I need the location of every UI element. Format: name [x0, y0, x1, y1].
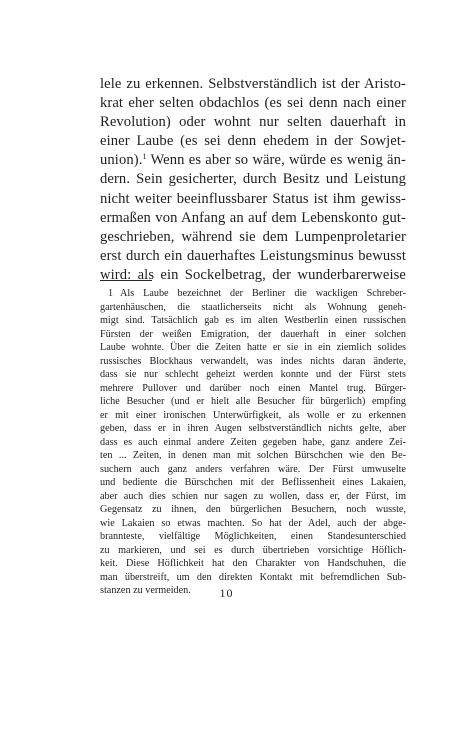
footnote-line: und bediente die Bürschchen mit der Beflissenheit eines Lakaien, — [100, 477, 406, 488]
footnote-line-text: Als Laube bezeichnet der Berliner die wackligen Schreber- — [120, 288, 406, 299]
footnote-number: 1 — [108, 288, 114, 299]
body-line: geschrieben, während sie dem Lumpenproletarier — [100, 228, 406, 245]
footnote-line: gartenhäuschen, die staatlicherseits nicht als Wohnung geneh- — [100, 301, 406, 313]
footnote-line: Laube wohnte. Über die Zeiten hatte er sie in ein ziemlich solides — [100, 342, 406, 353]
body-line-with-footnote — [100, 151, 406, 170]
body-line: dern. Sein gesicherter, durch Besitz und Leistung — [100, 171, 406, 188]
body-line: lele zu erkennen. Selbstverständlich ist der Aristo- — [100, 76, 406, 92]
footnote-line: dass es auch einmal andere Zeiten gegeben habe, ganz andere Zei- — [100, 436, 406, 448]
footnote-divider — [100, 280, 152, 281]
body-line-part: union). — [100, 152, 143, 169]
footnote — [100, 287, 406, 598]
footnote-line: man überstreift, um den direkten Kontakt mit befremdlichen Sub- — [100, 571, 406, 583]
body-line: wird: als ein Sockelbetrag, der wunderbarerweise — [100, 266, 406, 283]
body-text — [100, 75, 406, 285]
body-line: ermaßen von Anfang an auf dem Lebenskonto gut- — [100, 209, 406, 226]
footnote-line: wie Lakaien so etwas machten. So hat der Adel, auch der abge- — [100, 517, 406, 529]
footnote-line: stanzen zu vermeiden. — [100, 585, 191, 596]
footnote-line: mehrere Pullover und darüber noch einen Mantel trug. Bürger- — [100, 382, 406, 394]
body-line: nicht weiter beeinflussbarer Status ist ihm gewiss- — [100, 190, 406, 207]
body-line: krat eher selten obdachlos (es sei denn nach einer — [100, 95, 406, 112]
footnote-line: migt sind. Tatsächlich gab es im alten Westberlin einen russischen — [100, 315, 406, 326]
body-line: einer Laube (es sei denn ehedem in der Sowjet- — [100, 133, 406, 150]
footnote-reference: 1 — [142, 152, 147, 162]
body-line: erst durch ein dauerhaftes Leistungsminus bewusst — [100, 247, 406, 264]
footnote-line: dass sie nur schlecht geheizt werden konnte und der Fürst stets — [100, 369, 406, 380]
footnote-line: russisches Blockhaus verwandelt, was indes nichts daran änderte, — [100, 355, 406, 367]
page-number: 10 — [219, 586, 234, 600]
footnote-line: geben, dass er in ihren Augen selbstverständlich nichts gelte, aber — [100, 423, 406, 434]
footnote-line: ten ... Zeiten, in denen man mit solchen Bürschchen wie den Be- — [100, 450, 406, 461]
footnote-line: Fürsten der weißen Emigration, der dauerhaft in einer solchen — [100, 328, 406, 340]
body-line-part: Wenn es aber so wäre, würde es wenig än- — [146, 152, 406, 169]
footnote-line: aber auch dies schien nur sagen zu wollen, dass er, der Fürst, im — [100, 490, 406, 502]
footnote-line: suchern auch ganz anders verfahren wäre. Der Fürst umwuselte — [100, 463, 406, 475]
body-line: Revolution) oder wohnt nur selten dauerhaft in — [100, 114, 406, 131]
footnote-line: keit. Diese Höflichkeit hat den Charakter von Handschuhen, die — [100, 558, 406, 569]
footnote-line: zu markieren, und sei es durch übertrieben vorsichtige Höflich- — [100, 544, 406, 556]
footnote-line: liche Besucher (und er hielt alle Besucher für bürgerlich) empfing — [100, 396, 406, 407]
footnote-line: Gegensatz zu ihnen, den bürgerlichen Besuchern, noch wusste, — [100, 504, 406, 515]
footnote-line: brannteste, vielfältige Möglichkeiten, einen Standesunterschied — [100, 531, 406, 542]
footnote-line: er mit einer ironischen Unterwürfigkeit, als wolle er zu erkennen — [100, 409, 406, 421]
footnote-line — [100, 287, 406, 301]
